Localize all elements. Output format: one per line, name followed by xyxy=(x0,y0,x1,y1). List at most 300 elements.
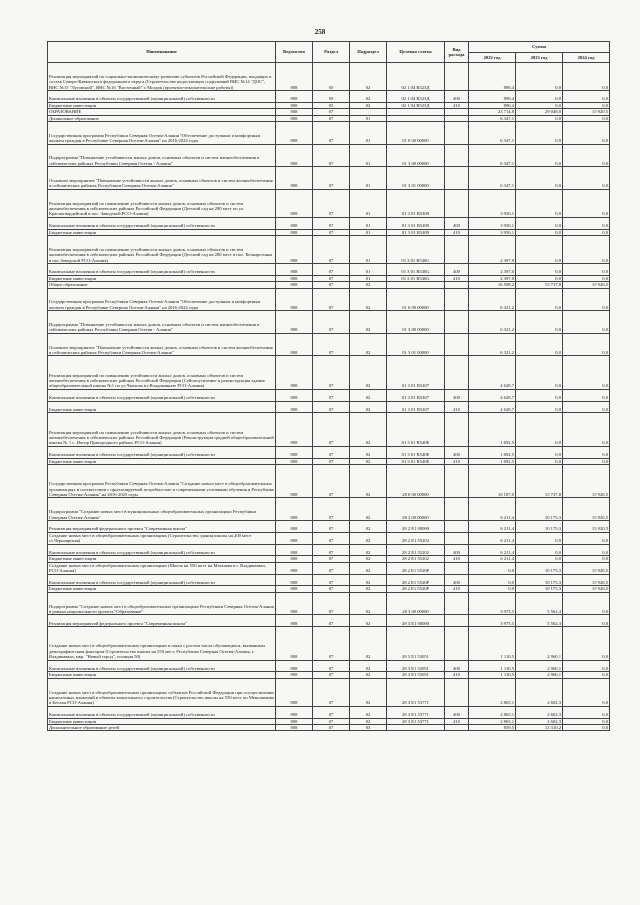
table-row xyxy=(48,464,610,497)
row-2024: 0,0 xyxy=(563,122,610,145)
row-name: Создание новых мест в общеобразовательных организациях (Школа на 550 мест на Магкаева в г. Владикавказ, РСО-Алания) xyxy=(48,562,276,574)
row-razdel: 07 xyxy=(313,458,350,464)
row-vr xyxy=(445,724,469,730)
row-2023: 0,0 xyxy=(516,389,563,401)
row-name: Создание новых мест в общеобразовательных организациях (Строительство здания школы на 200 мест ст.Черноярская) xyxy=(48,532,276,544)
row-razdel: 07 xyxy=(313,556,350,562)
row-2024: 15 920,5 xyxy=(563,520,610,532)
row-2023: 0,0 xyxy=(516,544,563,556)
row-name: Бюджетные инвестиции xyxy=(48,102,276,108)
row-csr: 01 3 01 R540E xyxy=(387,458,445,464)
row-2023: 2 960,1 xyxy=(516,660,563,672)
row-2022: 6 211,4 xyxy=(469,532,516,544)
table-row xyxy=(48,574,610,586)
row-csr: 01 0 00 00000 xyxy=(387,122,445,145)
row-vr xyxy=(445,413,469,446)
row-2022: 6 347,1 xyxy=(469,122,516,145)
row-podrazdel: 02 xyxy=(350,678,387,706)
row-2022: 1 692,5 xyxy=(469,413,516,446)
row-2024: 0,0 xyxy=(563,236,610,264)
col-podrazdel-header: Подраздел xyxy=(350,42,387,63)
row-podrazdel: 01 xyxy=(350,264,387,276)
row-vr xyxy=(445,333,469,356)
row-podrazdel: 02 xyxy=(350,660,387,672)
row-vr xyxy=(445,627,469,660)
row-podrazdel: 02 xyxy=(350,389,387,401)
row-csr: 28 3 E1 53051 xyxy=(387,627,445,660)
row-vr: 410 xyxy=(445,229,469,235)
row-name: Реализация мероприятий по повышению устойчивости жилых домов, основных объектов и систем жизнеобеспечения в сейсмических районах Российской Федерации (Сейсмоусиление и реконструкция здания общеобразовательной школы №1 по ул.Чкалова в г.Владикавказе РСО-Алания) xyxy=(48,356,276,389)
table-row xyxy=(48,520,610,532)
row-csr: 28 3 E1 53771 xyxy=(387,718,445,724)
row-2022: 16 508,2 xyxy=(469,282,516,288)
row-ved: 808 xyxy=(276,586,313,592)
table-row xyxy=(48,288,610,311)
row-2024: 0,0 xyxy=(563,333,610,356)
row-vr xyxy=(445,532,469,544)
row-podrazdel: 02 xyxy=(350,401,387,413)
row-2023: 0,0 xyxy=(516,532,563,544)
row-vr xyxy=(445,236,469,264)
row-ved: 808 xyxy=(276,520,313,532)
row-2022: 890,4 xyxy=(469,91,516,103)
row-2023: 0,0 xyxy=(516,167,563,190)
row-podrazdel: 01 xyxy=(350,122,387,145)
row-2023: 2 602,3 xyxy=(516,718,563,724)
row-ved: 808 xyxy=(276,544,313,556)
row-2024: 0,0 xyxy=(563,167,610,190)
row-2022: 1 692,5 xyxy=(469,446,516,458)
row-2024: 0,0 xyxy=(563,413,610,446)
row-podrazdel: 02 xyxy=(350,63,387,91)
row-ved: 808 xyxy=(276,446,313,458)
row-razdel: 07 xyxy=(313,167,350,190)
row-vr: 410 xyxy=(445,458,469,464)
row-ved: 808 xyxy=(276,102,313,108)
row-2024: 0,0 xyxy=(563,389,610,401)
row-csr: 01 3 01 R5409 xyxy=(387,229,445,235)
row-vr: 400 xyxy=(445,446,469,458)
row-razdel: 07 xyxy=(313,275,350,281)
row-podrazdel: 02 xyxy=(350,102,387,108)
row-razdel: 07 xyxy=(313,672,350,678)
table-row xyxy=(48,389,610,401)
table-row xyxy=(48,660,610,672)
row-csr: 28 2 E1 5520P xyxy=(387,562,445,574)
row-2024: 15 920,5 xyxy=(563,464,610,497)
row-csr: 01 0 00 00000 xyxy=(387,288,445,311)
row-vr xyxy=(445,167,469,190)
row-ved: 808 xyxy=(276,413,313,446)
table-header xyxy=(48,42,610,63)
row-podrazdel: 02 xyxy=(350,498,387,521)
row-name: Капитальные вложения в объекты государственной (муниципальной) собственности xyxy=(48,574,276,586)
row-2024: 0,0 xyxy=(563,63,610,91)
row-2024: 15 920,5 xyxy=(563,109,610,115)
row-2023: 10 175,3 xyxy=(516,574,563,586)
row-csr: 28 2 E1 55202 xyxy=(387,532,445,544)
row-csr: 01 3 01 R540G xyxy=(387,264,445,276)
row-2023: 0,0 xyxy=(516,229,563,235)
row-vr: 400 xyxy=(445,574,469,586)
row-2022: 1 692,5 xyxy=(469,458,516,464)
row-2023: 0,0 xyxy=(516,413,563,446)
table-row xyxy=(48,592,610,615)
row-name: Капитальные вложения в объекты государственной (муниципальной) собственности xyxy=(48,91,276,103)
row-vr xyxy=(445,562,469,574)
col-csr-header: Целевая статья xyxy=(387,42,445,63)
row-razdel: 07 xyxy=(313,217,350,229)
row-vr: 410 xyxy=(445,401,469,413)
table-row xyxy=(48,63,610,91)
row-2023: 0,0 xyxy=(516,401,563,413)
row-csr: 01 3 01 R540E xyxy=(387,446,445,458)
row-name: Основное мероприятие "Повышение устойчивости жилых домов, основных объектов и систем жизнеобеспечения в сейсмических районах Республики Северная Осетия-Алания" xyxy=(48,167,276,190)
row-csr: 02 1 04 R523Д xyxy=(387,63,445,91)
row-csr: 01 3 01 R5407 xyxy=(387,389,445,401)
row-razdel: 07 xyxy=(313,401,350,413)
row-2024: 0,0 xyxy=(563,532,610,544)
row-razdel: 05 xyxy=(313,102,350,108)
row-name: Капитальные вложения в объекты государственной (муниципальной) собственности xyxy=(48,217,276,229)
row-podrazdel: 02 xyxy=(350,627,387,660)
row-podrazdel: 02 xyxy=(350,706,387,718)
row-vr xyxy=(445,356,469,389)
row-2022: 10 187,0 xyxy=(469,464,516,497)
row-2023: 2 960,1 xyxy=(516,627,563,660)
row-vr xyxy=(445,615,469,627)
table-row xyxy=(48,615,610,627)
page-number: 258 xyxy=(314,28,326,36)
row-vr: 410 xyxy=(445,672,469,678)
row-razdel: 07 xyxy=(313,592,350,615)
row-csr: 28 3 E1 53771 xyxy=(387,706,445,718)
row-csr xyxy=(387,724,445,730)
row-2023: 0,0 xyxy=(516,311,563,334)
row-2022: 1 110,5 xyxy=(469,627,516,660)
row-2024: 15 920,5 xyxy=(563,574,610,586)
row-2023: 15 737,8 xyxy=(516,282,563,288)
row-2023: 13 310,2 xyxy=(516,724,563,730)
row-2024: 0,0 xyxy=(563,401,610,413)
row-2022: 3 950,1 xyxy=(469,229,516,235)
row-ved: 808 xyxy=(276,532,313,544)
table-row xyxy=(48,706,610,718)
table-row xyxy=(48,333,610,356)
row-ved: 808 xyxy=(276,91,313,103)
row-vr: 410 xyxy=(445,102,469,108)
row-csr: 28 3 E1 53051 xyxy=(387,660,445,672)
row-name: Капитальные вложения в объекты государственной (муниципальной) собственности xyxy=(48,660,276,672)
row-name: Подпрограмма "Повышение устойчивости жилых домов, основных объектов и систем жизнеобеспечения в сейсмических районах Республики Северная Осетия - Алания" xyxy=(48,311,276,334)
row-razdel: 07 xyxy=(313,574,350,586)
row-podrazdel: 02 xyxy=(350,520,387,532)
row-2023: 0,0 xyxy=(516,236,563,264)
row-vr xyxy=(445,678,469,706)
table-row xyxy=(48,562,610,574)
row-2024: 0,0 xyxy=(563,356,610,389)
row-podrazdel: 02 xyxy=(350,532,387,544)
row-razdel: 07 xyxy=(313,544,350,556)
row-ved: 808 xyxy=(276,389,313,401)
row-2022: 6 321,2 xyxy=(469,311,516,334)
row-razdel: 07 xyxy=(313,264,350,276)
row-2024: 0,0 xyxy=(563,706,610,718)
row-name: Реализация мероприятий по повышению устойчивости жилых домов, основных объектов и систем жизнеобеспечения в сейсмических районах Российской Федерации (Детский сад на 280 мест по ул. Красногвардейской в пос. Заводской РСО-Алания) xyxy=(48,189,276,217)
row-2023: 29 048,0 xyxy=(516,109,563,115)
table-row xyxy=(48,311,610,334)
row-ved: 808 xyxy=(276,401,313,413)
row-name: Дошкольное образование xyxy=(48,115,276,121)
row-2024: 15 920,5 xyxy=(563,498,610,521)
row-ved: 808 xyxy=(276,144,313,167)
row-2022: 6 211,4 xyxy=(469,498,516,521)
row-podrazdel: 02 xyxy=(350,311,387,334)
table-row xyxy=(48,167,610,190)
row-name: Реализация мероприятий федерального проекта "Современная школа" xyxy=(48,520,276,532)
row-2023: 0,0 xyxy=(516,102,563,108)
row-name: Капитальные вложения в объекты государственной (муниципальной) собственности xyxy=(48,446,276,458)
row-podrazdel: 02 xyxy=(350,592,387,615)
row-ved: 808 xyxy=(276,660,313,672)
row-razdel: 07 xyxy=(313,520,350,532)
row-ved: 808 xyxy=(276,464,313,497)
table-row xyxy=(48,144,610,167)
row-2024: 0,0 xyxy=(563,592,610,615)
row-csr: 02 1 04 R523Д xyxy=(387,91,445,103)
row-ved: 808 xyxy=(276,217,313,229)
table-row xyxy=(48,678,610,706)
row-name: Бюджетные инвестиции xyxy=(48,718,276,724)
row-2024: 0,0 xyxy=(563,288,610,311)
row-razdel: 07 xyxy=(313,229,350,235)
row-2023: 0,0 xyxy=(516,91,563,103)
col-ved-header: Ведомство xyxy=(276,42,313,63)
row-podrazdel: 02 xyxy=(350,615,387,627)
row-razdel: 07 xyxy=(313,615,350,627)
row-2022: 6 347,1 xyxy=(469,144,516,167)
row-vr: 410 xyxy=(445,556,469,562)
budget-table xyxy=(47,41,610,731)
row-podrazdel: 02 xyxy=(350,356,387,389)
row-razdel: 07 xyxy=(313,627,350,660)
row-razdel: 07 xyxy=(313,109,350,115)
row-2022: 6 211,4 xyxy=(469,556,516,562)
row-csr: 01 3 01 00000 xyxy=(387,333,445,356)
row-name: Бюджетные инвестиции xyxy=(48,275,276,281)
row-2024: 0,0 xyxy=(563,672,610,678)
row-podrazdel: 02 xyxy=(350,288,387,311)
row-ved: 808 xyxy=(276,122,313,145)
row-csr: 28 3 00 00000 xyxy=(387,592,445,615)
row-name: Реализация мероприятий по повышению устойчивости жилых домов, основных объектов и систем жизнеобеспечения в сейсмических районах Российской Федерации (Реконструкция средней общеобразовательной школы № 1 с. Ногир Пригородного района, РСО-Алания) xyxy=(48,413,276,446)
row-2023: 5 562,4 xyxy=(516,615,563,627)
row-razdel: 07 xyxy=(313,706,350,718)
row-razdel: 07 xyxy=(313,586,350,592)
row-podrazdel: 02 xyxy=(350,458,387,464)
row-ved: 808 xyxy=(276,236,313,264)
row-csr: 01 3 01 R5407 xyxy=(387,356,445,389)
row-csr: 01 3 01 R540G xyxy=(387,275,445,281)
table-row xyxy=(48,413,610,446)
table-row xyxy=(48,627,610,660)
row-ved: 808 xyxy=(276,189,313,217)
row-2022: 3 950,1 xyxy=(469,217,516,229)
row-2024: 0,0 xyxy=(563,678,610,706)
row-2022: 0,0 xyxy=(469,574,516,586)
row-2023: 2 960,1 xyxy=(516,672,563,678)
row-razdel: 07 xyxy=(313,532,350,544)
row-2022: 0,0 xyxy=(469,586,516,592)
row-csr: 28 3 E1 53771 xyxy=(387,678,445,706)
row-2024: 15 920,5 xyxy=(563,282,610,288)
row-name: Дополнительное образование детей xyxy=(48,724,276,730)
row-podrazdel: 02 xyxy=(350,333,387,356)
table-row xyxy=(48,724,610,730)
row-vr: 410 xyxy=(445,586,469,592)
row-vr: 400 xyxy=(445,217,469,229)
row-razdel: 07 xyxy=(313,724,350,730)
row-razdel: 07 xyxy=(313,115,350,121)
row-ved: 808 xyxy=(276,275,313,281)
row-2022: 2 397,0 xyxy=(469,236,516,264)
row-podrazdel: 02 xyxy=(350,91,387,103)
row-vr xyxy=(445,63,469,91)
row-podrazdel: 02 xyxy=(350,562,387,574)
row-2022: 4 628,7 xyxy=(469,356,516,389)
row-2023: 0,0 xyxy=(516,458,563,464)
row-name: Реализация мероприятий по социально-экономическому развитию субъектов Российской Федерации, входящих в состав Северо-Кавказского федерального округа (Строительство недостающих сооружений ВНС №14 "ДОС", ВНС №15 "Луговской", ВНС №16 "Восточный" г. Моздок (проектно-изыскательские работы)) xyxy=(48,63,276,91)
row-ved: 808 xyxy=(276,498,313,521)
table-body xyxy=(48,63,610,731)
row-2023: 0,0 xyxy=(516,189,563,217)
row-csr: 28 3 E1 00000 xyxy=(387,615,445,627)
row-podrazdel: 01 xyxy=(350,189,387,217)
row-name: Бюджетные инвестиции xyxy=(48,458,276,464)
row-csr: 01 3 01 R540E xyxy=(387,413,445,446)
row-csr: 28 3 E1 53051 xyxy=(387,672,445,678)
row-razdel: 07 xyxy=(313,678,350,706)
row-2023: 2 602,3 xyxy=(516,678,563,706)
table-row xyxy=(48,446,610,458)
row-2022: 2 397,0 xyxy=(469,275,516,281)
row-2022: 6 211,4 xyxy=(469,544,516,556)
row-name: ОБРАЗОВАНИЕ xyxy=(48,109,276,115)
row-csr: 01 3 01 R5407 xyxy=(387,401,445,413)
row-ved: 808 xyxy=(276,109,313,115)
row-razdel: 07 xyxy=(313,389,350,401)
row-podrazdel: 01 xyxy=(350,229,387,235)
row-vr: 400 xyxy=(445,544,469,556)
row-name: Подпрограмма "Создание новых мест в муниципальных общеобразовательных организациях Республики Северная Осетия-Алания" xyxy=(48,498,276,521)
col-razdel-header: Раздел xyxy=(313,42,350,63)
row-name: Реализация мероприятий федерального проекта "Современная школа" xyxy=(48,615,276,627)
row-razdel: 07 xyxy=(313,282,350,288)
row-2022: 3 975,5 xyxy=(469,592,516,615)
row-vr xyxy=(445,592,469,615)
row-2024: 15 920,5 xyxy=(563,562,610,574)
row-ved: 808 xyxy=(276,672,313,678)
row-razdel: 05 xyxy=(313,91,350,103)
row-2022: 3 950,1 xyxy=(469,189,516,217)
row-2024: 0,0 xyxy=(563,217,610,229)
row-csr: 28 2 E1 55202 xyxy=(387,544,445,556)
row-razdel: 07 xyxy=(313,333,350,356)
row-name: Создание новых мест в общеобразовательных организациях субъектов Российской Федерации при осуществлении капитальных вложений в объекты капитального строительства (Строительство школы на 550 мест по Меньшикова в Беслан РСО-Алания) xyxy=(48,678,276,706)
row-csr: 01 3 01 R5409 xyxy=(387,217,445,229)
table-row xyxy=(48,91,610,103)
row-vr: 400 xyxy=(445,91,469,103)
row-vr xyxy=(445,498,469,521)
row-razdel: 07 xyxy=(313,660,350,672)
row-vr: 400 xyxy=(445,389,469,401)
row-ved: 808 xyxy=(276,63,313,91)
row-podrazdel: 02 xyxy=(350,586,387,592)
row-2023: 0,0 xyxy=(516,115,563,121)
row-2024: 0,0 xyxy=(563,627,610,660)
row-name: Бюджетные инвестиции xyxy=(48,672,276,678)
row-razdel: 07 xyxy=(313,236,350,264)
row-2023: 10 175,3 xyxy=(516,520,563,532)
row-2022: 890,4 xyxy=(469,63,516,91)
col-2023-header: 2023 год xyxy=(516,53,563,63)
row-2023: 2 602,3 xyxy=(516,706,563,718)
row-csr: 02 1 04 R523Д xyxy=(387,102,445,108)
row-2024: 0,0 xyxy=(563,458,610,464)
row-2023: 0,0 xyxy=(516,63,563,91)
row-ved: 808 xyxy=(276,718,313,724)
row-2024: 0,0 xyxy=(563,311,610,334)
row-csr: 01 3 00 00000 xyxy=(387,144,445,167)
row-name: Подпрограмма "Создание новых мест в общеобразовательных организациях Республики Северная Осетия-Алания в рамках национального проекта "Образование" xyxy=(48,592,276,615)
row-ved: 808 xyxy=(276,724,313,730)
row-podrazdel: 01 xyxy=(350,217,387,229)
row-2023: 10 175,3 xyxy=(516,586,563,592)
row-2022: 890,4 xyxy=(469,102,516,108)
table-row xyxy=(48,498,610,521)
row-2023: 0,0 xyxy=(516,333,563,356)
row-2024: 15 920,5 xyxy=(563,586,610,592)
row-csr: 01 3 01 00000 xyxy=(387,167,445,190)
row-2022: 4 628,7 xyxy=(469,389,516,401)
row-2023: 0,0 xyxy=(516,446,563,458)
row-ved: 808 xyxy=(276,562,313,574)
row-2023: 5 562,4 xyxy=(516,592,563,615)
row-2023: 10 175,3 xyxy=(516,562,563,574)
row-name: Общее образование xyxy=(48,282,276,288)
row-2024: 0,0 xyxy=(563,144,610,167)
row-razdel: 07 xyxy=(313,356,350,389)
row-ved: 808 xyxy=(276,167,313,190)
row-podrazdel: 01 xyxy=(350,236,387,264)
row-2022: 1 110,5 xyxy=(469,672,516,678)
row-podrazdel: 02 xyxy=(350,413,387,446)
row-name: Государственная программа Республики Северная Осетия-Алания "Обеспечение доступным и комфортным жильем граждан в Республике Северная Осетия-Алания" на 2016-2024 годы xyxy=(48,122,276,145)
row-2023: 0,0 xyxy=(516,217,563,229)
row-2023: 0,0 xyxy=(516,556,563,562)
row-2022: 6 347,1 xyxy=(469,115,516,121)
row-csr: 28 0 00 00000 xyxy=(387,464,445,497)
row-ved: 808 xyxy=(276,556,313,562)
col-2024-header: 2024 год xyxy=(563,53,610,63)
row-ved: 808 xyxy=(276,229,313,235)
row-podrazdel: 01 xyxy=(350,144,387,167)
row-vr: 410 xyxy=(445,718,469,724)
row-2023: 10 175,3 xyxy=(516,498,563,521)
row-name: Бюджетные инвестиции xyxy=(48,556,276,562)
row-ved: 808 xyxy=(276,592,313,615)
col-vr-header: Вид расхода xyxy=(445,42,469,63)
